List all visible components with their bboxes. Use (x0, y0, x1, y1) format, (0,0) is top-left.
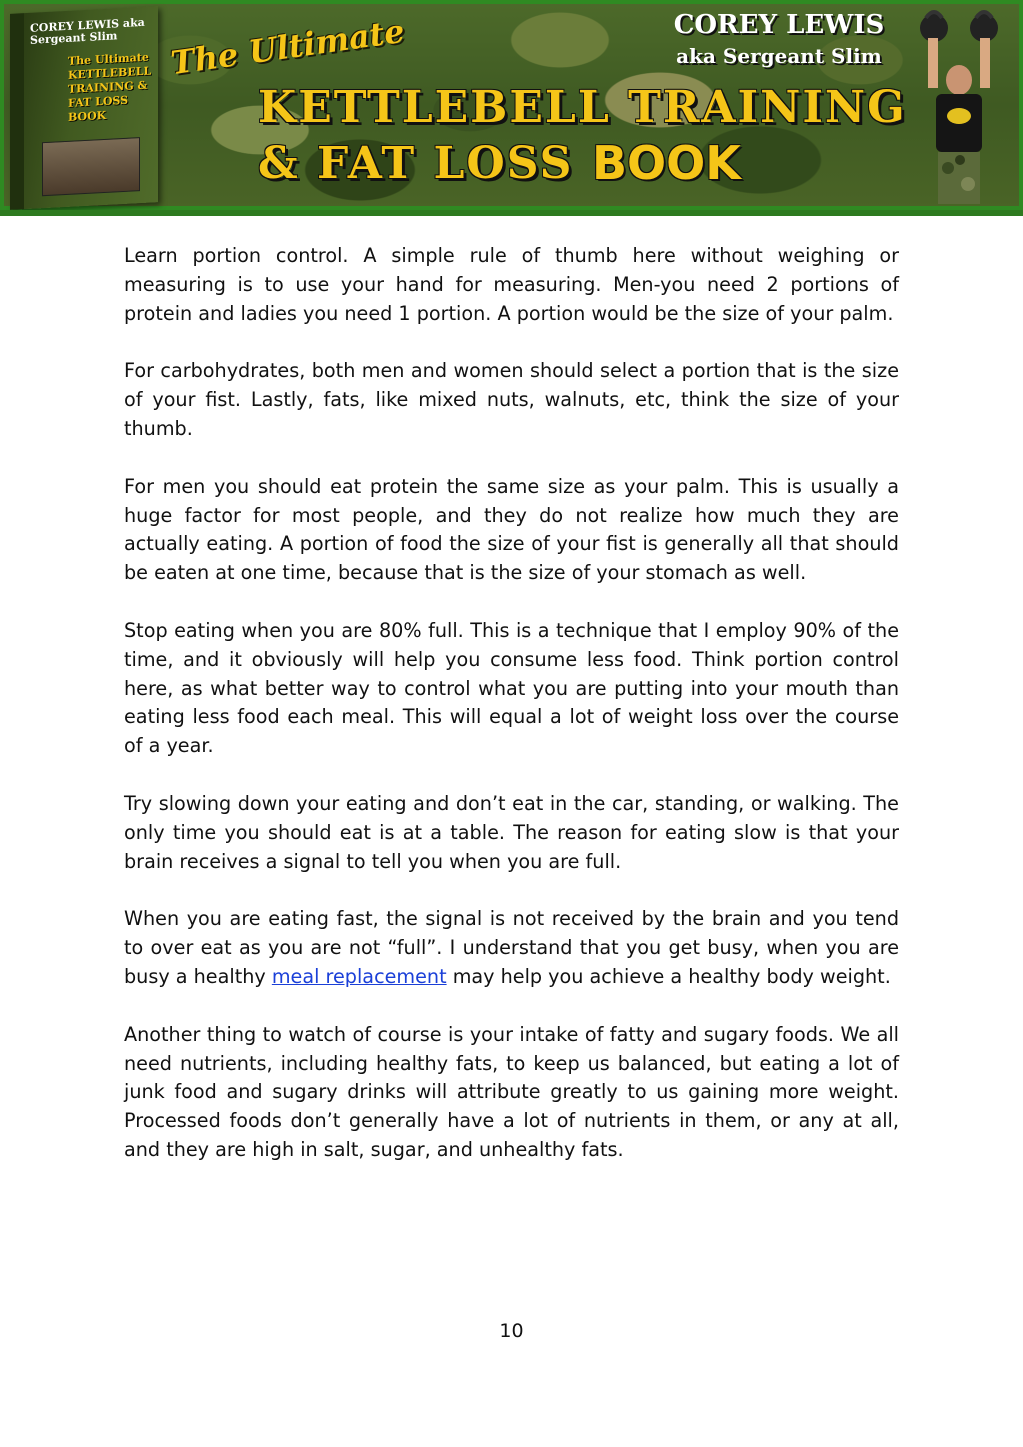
banner-title-line1: KETTLEBELL TRAINING (258, 82, 907, 133)
paragraph-fatty-foods: Another thing to watch of course is your intake of fatty and sugary foods. We all need nutrients, including healthy fats, to keep us balanced, but eating a lot of junk food and sugary drinks will attribute greatly to us gaining more weight. Processed foods don’t generally have a lot of nutrients in them, or any at all, and they are high in salt, sugar, and unhealthy fats. (124, 1022, 899, 1161)
paragraph-eating-fast-before: When you are eating fast, the signal is not received by the brain and you tend to over eat as you are not “full”. I understand that you get busy, when you are busy a healthy (124, 907, 899, 988)
paragraph-eating-fast (124, 905, 899, 991)
book-cover-photo (42, 137, 140, 196)
header-banner (0, 0, 1023, 216)
banner-author-alias: aka Sergeant Slim (676, 44, 882, 68)
paragraph-carbohydrates: For carbohydrates, both men and women should select a portion that is the size of your fist. Lastly, fats, like mixed nuts, walnuts, etc, think the size of your thumb. (124, 359, 899, 440)
paragraph-slow-eating: Try slowing down your eating and don’t eat in the car, standing, or walking. The only time you should eat is at a table. The reason for eating slow is that your brain receives a signal to tell you when you are full. (124, 791, 899, 873)
banner-title-book: BOOK (592, 136, 741, 190)
paragraph-protein-men: For men you should eat protein the same size as your palm. This is usually a huge factor for most people, and they do not realize how much they are actually eating. A portion of food the size of your fist is generally all that should be eaten at one time, because that is the size of your stomach as well. (124, 474, 899, 585)
book-cover-image (10, 6, 158, 210)
page-content (124, 242, 899, 1194)
banner-author-name: COREY LEWIS (673, 10, 885, 40)
book-cover-author: COREY LEWIS aka Sergeant Slim (30, 15, 145, 47)
paragraph-stop-eating: Stop eating when you are 80% full. This is a technique that I employ 90% of the time, and it obviously will help you consume less food. Think portion control here, as what better way to control what you are putting into your mouth than eating less food each meal. This will equal a lot of weight loss over the course of a year. (124, 618, 899, 758)
trainer-kettlebell-photo (900, 8, 1018, 204)
paragraph-portion-control: Learn portion control. A simple rule of thumb here without weighing or measuring is to use your hand for measuring. Men-you need 2 portions of protein and ladies you need 1 portion. A portion would be the size of your palm. (124, 244, 899, 325)
meal-replacement-link[interactable]: meal replacement (271, 964, 447, 988)
banner-title-script: The Ultimate (168, 11, 407, 83)
paragraph-eating-fast-after: may help you achieve a healthy body weight. (446, 964, 891, 988)
book-cover-title: The Ultimate KETTLEBELL TRAINING & FAT LOSS BOOK (68, 50, 152, 124)
page-number: 10 (499, 1320, 524, 1342)
banner-title-line2: & FAT LOSS (258, 138, 574, 189)
